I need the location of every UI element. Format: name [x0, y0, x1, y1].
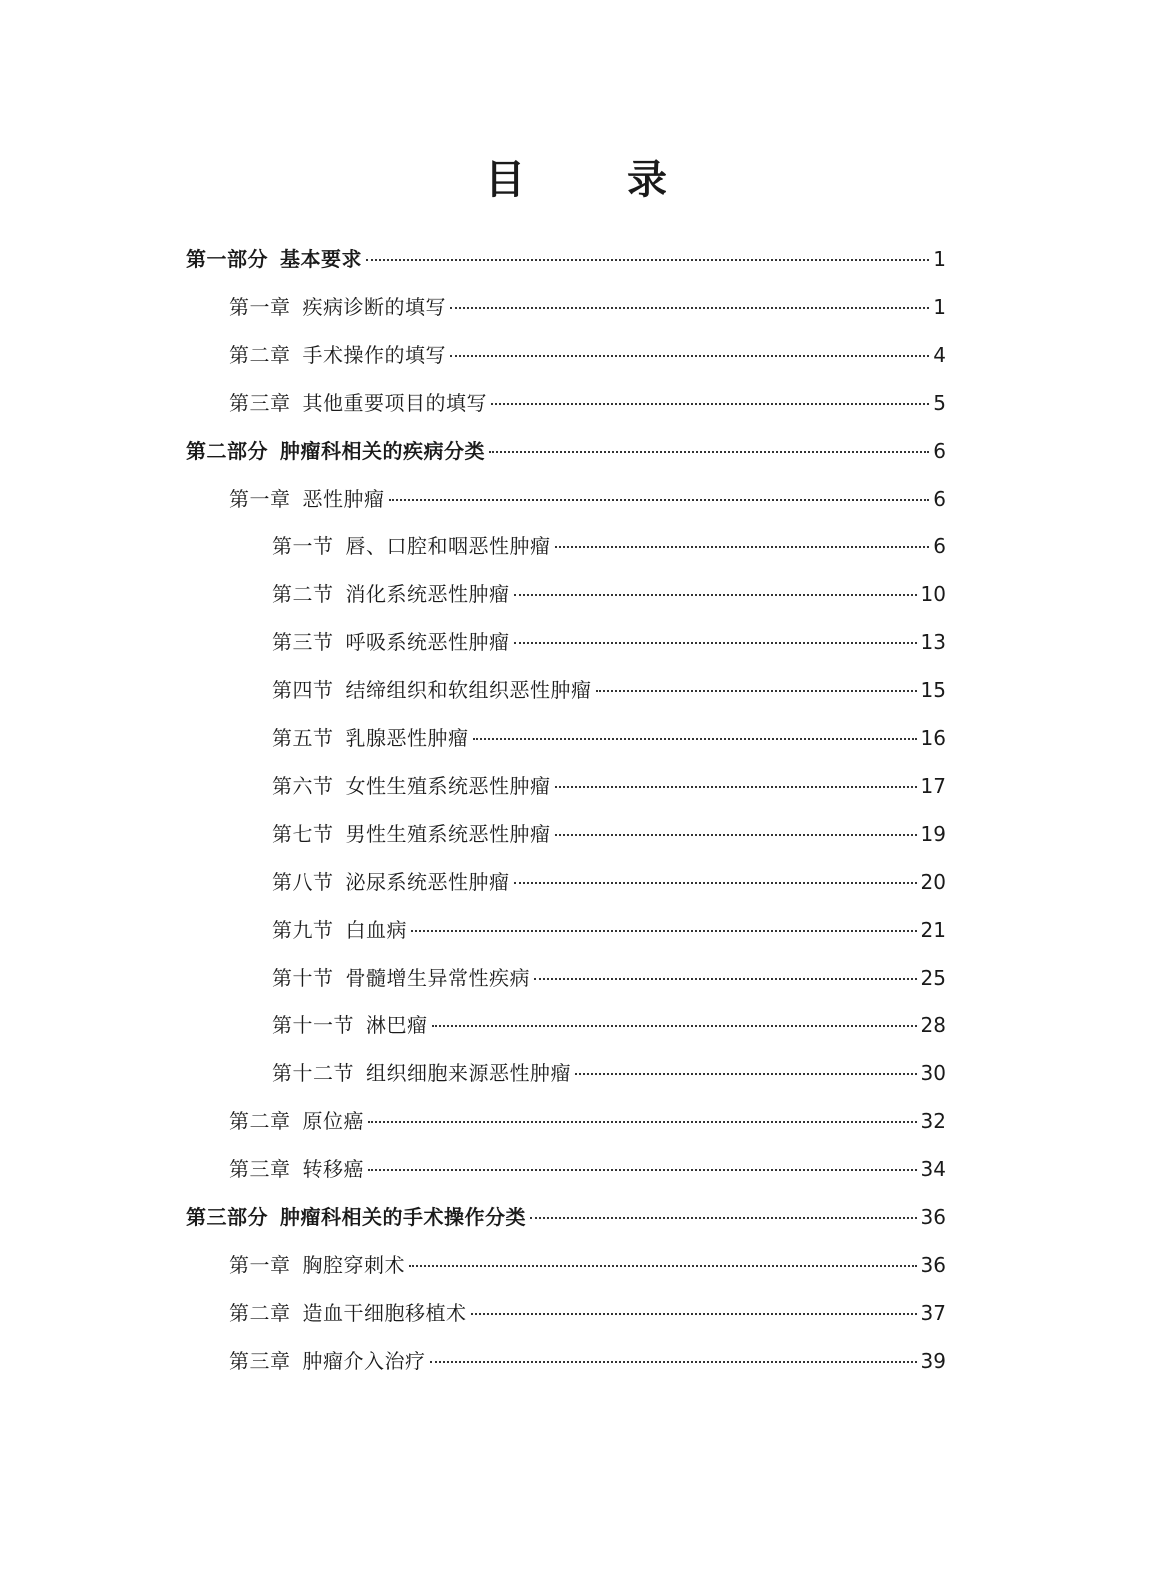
toc-entry-title: 组织细胞来源恶性肿瘤: [366, 1061, 571, 1085]
toc-entry-page-number: 16: [920, 726, 946, 750]
toc-entry[interactable]: [272, 914, 946, 946]
toc-entry-title: 肿瘤介入治疗: [302, 1349, 426, 1373]
toc-entry[interactable]: [272, 530, 946, 562]
toc-dot-leader: [389, 499, 930, 501]
toc-dot-leader: [411, 930, 917, 932]
toc-entry[interactable]: [272, 1057, 946, 1089]
toc-entry-label: 第一章: [229, 487, 291, 511]
toc-entry-title: 呼吸系统恶性肿瘤: [345, 630, 510, 654]
toc-entry-title: 男性生殖系统恶性肿瘤: [345, 822, 551, 846]
toc-dot-leader: [450, 355, 929, 357]
toc-entry-page-number: 30: [920, 1061, 946, 1085]
page-title: 目 录: [485, 157, 711, 203]
toc-entry-title: 肿瘤科相关的疾病分类: [280, 439, 485, 463]
toc-entry-label: 第四节: [272, 678, 334, 702]
toc-entry-label: 第一节: [272, 534, 334, 558]
toc-entry-title: 结缔组织和软组织恶性肿瘤: [345, 678, 592, 702]
toc-entry[interactable]: [229, 291, 946, 323]
toc-dot-leader: [491, 403, 929, 405]
toc-dot-leader: [555, 786, 917, 788]
toc-entry[interactable]: [229, 1249, 946, 1281]
toc-entry-page-number: 32: [920, 1109, 946, 1133]
toc-dot-leader: [489, 451, 929, 453]
toc-entry[interactable]: [272, 866, 946, 898]
toc-entry-page-number: 39: [920, 1349, 946, 1373]
toc-dot-leader: [450, 307, 929, 309]
toc-dot-leader: [555, 546, 930, 548]
toc-entry-page-number: 6: [933, 439, 946, 463]
toc-entry-label: 第二章: [229, 1109, 291, 1133]
toc-entry[interactable]: [229, 339, 946, 371]
toc-dot-leader: [555, 834, 917, 836]
toc-dot-leader: [432, 1025, 917, 1027]
toc-dot-leader: [514, 642, 917, 644]
toc-entry-title: 淋巴瘤: [366, 1013, 428, 1037]
toc-entry-label: 第二部分: [186, 439, 268, 463]
toc-entry-title: 恶性肿瘤: [302, 487, 385, 511]
toc-entry-title: 消化系统恶性肿瘤: [345, 582, 510, 606]
toc-entry-label: 第十二节: [272, 1061, 354, 1085]
toc-entry-label: 第二节: [272, 582, 334, 606]
toc-dot-leader: [471, 1313, 917, 1315]
toc-entry-title: 转移癌: [302, 1157, 364, 1181]
toc-entry-label: 第二章: [229, 343, 291, 367]
toc-entry-page-number: 4: [933, 343, 946, 367]
toc-entry-label: 第三章: [229, 1157, 291, 1181]
toc-entry-label: 第一章: [229, 1253, 291, 1277]
toc-entry-label: 第三部分: [186, 1205, 268, 1229]
toc-entry-title: 女性生殖系统恶性肿瘤: [345, 774, 551, 798]
toc-entry-label: 第十节: [272, 966, 334, 990]
toc-entry-label: 第一章: [229, 295, 291, 319]
toc-dot-leader: [366, 259, 929, 261]
toc-entry-title: 基本要求: [280, 247, 362, 271]
toc-entry-page-number: 1: [933, 295, 946, 319]
toc-dot-leader: [534, 978, 917, 980]
toc-entry-page-number: 17: [920, 774, 946, 798]
toc-dot-leader: [514, 594, 917, 596]
toc-entry-page-number: 15: [920, 678, 946, 702]
toc-entry-page-number: 6: [933, 534, 946, 558]
toc-entry[interactable]: [186, 435, 946, 467]
toc-entry[interactable]: [272, 962, 946, 994]
toc-entry-page-number: 13: [920, 630, 946, 654]
toc-entry[interactable]: [229, 387, 946, 419]
toc-entry[interactable]: [229, 1297, 946, 1329]
toc-entry-label: 第一部分: [186, 247, 268, 271]
toc-entry-title: 乳腺恶性肿瘤: [345, 726, 469, 750]
toc-entry-page-number: 1: [933, 247, 946, 271]
toc-entry-title: 泌尿系统恶性肿瘤: [345, 870, 510, 894]
toc-entry-label: 第八节: [272, 870, 334, 894]
toc-entry-page-number: 20: [920, 870, 946, 894]
toc-dot-leader: [473, 738, 917, 740]
toc-entry[interactable]: [186, 1201, 946, 1233]
toc-entry-label: 第九节: [272, 918, 334, 942]
toc-entry[interactable]: [272, 770, 946, 802]
toc-entry[interactable]: [272, 578, 946, 610]
toc-entry-title: 原位癌: [302, 1109, 364, 1133]
toc-entry-label: 第三章: [229, 391, 291, 415]
toc-entry-page-number: 36: [920, 1253, 946, 1277]
toc-entry-label: 第五节: [272, 726, 334, 750]
toc-entry-page-number: 36: [920, 1205, 946, 1229]
toc-entry-label: 第三章: [229, 1349, 291, 1373]
toc-entry[interactable]: [186, 243, 946, 275]
toc-entry-page-number: 28: [920, 1013, 946, 1037]
toc-entry-page-number: 25: [920, 966, 946, 990]
toc-entry-page-number: 34: [920, 1157, 946, 1181]
toc-entry-label: 第六节: [272, 774, 334, 798]
toc-dot-leader: [596, 690, 917, 692]
toc-dot-leader: [530, 1217, 917, 1219]
toc-entry[interactable]: [272, 626, 946, 658]
toc-entry-title: 疾病诊断的填写: [302, 295, 446, 319]
toc-entry[interactable]: [272, 818, 946, 850]
toc-entry-page-number: 5: [933, 391, 946, 415]
toc-entry-label: 第十一节: [272, 1013, 354, 1037]
toc-dot-leader: [368, 1121, 917, 1123]
toc-entry-label: 第三节: [272, 630, 334, 654]
toc-entry-label: 第七节: [272, 822, 334, 846]
toc-entry-title: 胸腔穿刺术: [302, 1253, 405, 1277]
toc-entry[interactable]: [229, 483, 946, 515]
toc-entry[interactable]: [272, 1009, 946, 1041]
toc-entry-title: 造血干细胞移植术: [302, 1301, 467, 1325]
toc-entry-label: 第二章: [229, 1301, 291, 1325]
toc-entry-page-number: 10: [920, 582, 946, 606]
toc-dot-leader: [430, 1361, 917, 1363]
toc-entry-title: 白血病: [345, 918, 407, 942]
toc-entry-title: 骨髓增生异常性疾病: [345, 966, 530, 990]
toc-entry-page-number: 37: [920, 1301, 946, 1325]
toc-entry[interactable]: [229, 1153, 946, 1185]
toc-dot-leader: [368, 1169, 917, 1171]
toc-entry[interactable]: [229, 1345, 946, 1377]
toc-entry-title: 肿瘤科相关的手术操作分类: [280, 1205, 526, 1229]
toc-entry-title: 唇、口腔和咽恶性肿瘤: [345, 534, 551, 558]
toc-entry[interactable]: [229, 1105, 946, 1137]
toc-entry[interactable]: [272, 722, 946, 754]
toc-dot-leader: [575, 1073, 917, 1075]
toc-dot-leader: [514, 882, 917, 884]
toc-entry-title: 手术操作的填写: [302, 343, 446, 367]
toc-entry-page-number: 6: [933, 487, 946, 511]
toc-entry-title: 其他重要项目的填写: [302, 391, 487, 415]
toc-entry-page-number: 21: [920, 918, 946, 942]
toc-entry[interactable]: [272, 674, 946, 706]
toc-dot-leader: [409, 1265, 917, 1267]
toc-entry-page-number: 19: [920, 822, 946, 846]
